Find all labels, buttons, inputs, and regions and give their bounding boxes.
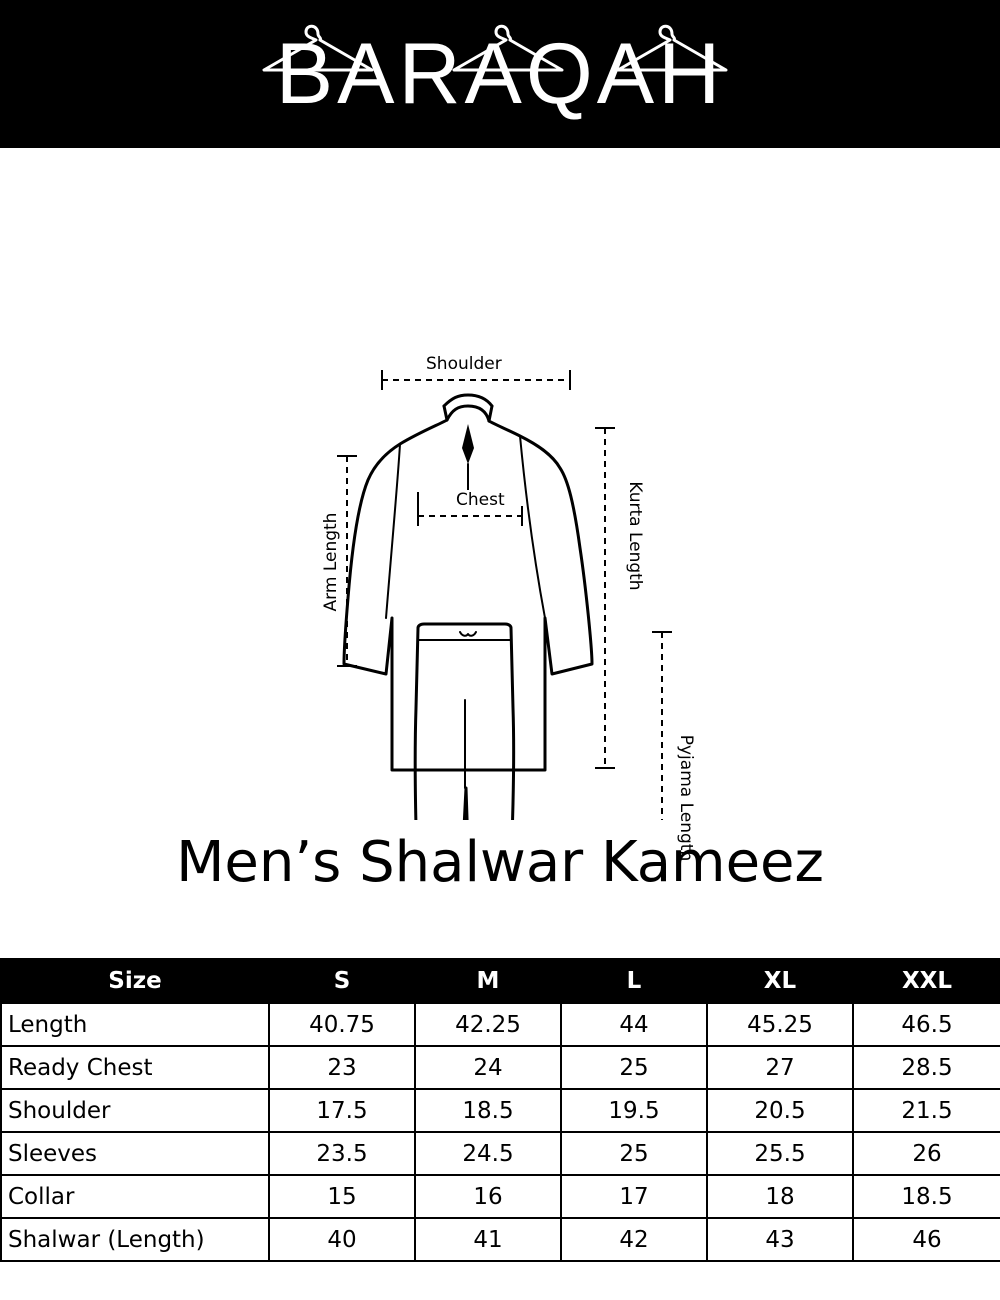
table-cell: 40.75 [269, 1003, 415, 1046]
table-row [1, 1175, 1000, 1218]
table-cell: 18 [707, 1175, 853, 1218]
row-label: Sleeves [1, 1132, 269, 1175]
table-header-cell: Size [1, 959, 269, 1003]
table-cell: 24 [415, 1046, 561, 1089]
label-arm-length: Arm Length [321, 512, 341, 612]
size-chart [0, 958, 1000, 1262]
table-cell: 27 [707, 1046, 853, 1089]
table-header-row [1, 959, 1000, 1003]
label-pyjama-length: Pyjama Length [676, 734, 696, 862]
row-label: Length [1, 1003, 269, 1046]
table-header-cell: M [415, 959, 561, 1003]
table-cell: 42 [561, 1218, 707, 1261]
table-cell: 19.5 [561, 1089, 707, 1132]
table-row [1, 1218, 1000, 1261]
row-label: Ready Chest [1, 1046, 269, 1089]
table-cell: 40 [269, 1218, 415, 1261]
size-table [0, 958, 1000, 1262]
table-cell: 17.5 [269, 1089, 415, 1132]
table-cell: 45.25 [707, 1003, 853, 1046]
brand-header [0, 0, 1000, 148]
table-cell: 18.5 [415, 1089, 561, 1132]
table-row [1, 1003, 1000, 1046]
label-shoulder: Shoulder [426, 354, 502, 374]
table-cell: 21.5 [853, 1089, 1000, 1132]
table-cell: 25 [561, 1132, 707, 1175]
label-chest: Chest [452, 490, 509, 510]
row-label: Shalwar (Length) [1, 1218, 269, 1261]
table-cell: 42.25 [415, 1003, 561, 1046]
table-cell: 26 [853, 1132, 1000, 1175]
row-label: Shoulder [1, 1089, 269, 1132]
table-row [1, 1132, 1000, 1175]
table-header-cell: S [269, 959, 415, 1003]
table-cell: 20.5 [707, 1089, 853, 1132]
table-cell: 41 [415, 1218, 561, 1261]
table-cell: 23 [269, 1046, 415, 1089]
row-label: Collar [1, 1175, 269, 1218]
garment-outline-svg [0, 148, 1000, 820]
table-cell: 15 [269, 1175, 415, 1218]
table-cell: 23.5 [269, 1132, 415, 1175]
page-title: Men’s Shalwar Kameez [176, 830, 824, 895]
table-header-cell: XL [707, 959, 853, 1003]
table-row [1, 1046, 1000, 1089]
table-row [1, 1089, 1000, 1132]
table-cell: 28.5 [853, 1046, 1000, 1089]
table-cell: 18.5 [853, 1175, 1000, 1218]
table-cell: 16 [415, 1175, 561, 1218]
measurement-diagram [0, 148, 1000, 862]
table-header-cell: L [561, 959, 707, 1003]
table-cell: 46 [853, 1218, 1000, 1261]
table-header-cell: XXL [853, 959, 1000, 1003]
table-cell: 46.5 [853, 1003, 1000, 1046]
table-cell: 17 [561, 1175, 707, 1218]
table-cell: 25.5 [707, 1132, 853, 1175]
table-cell: 24.5 [415, 1132, 561, 1175]
label-kurta-length: Kurta Length [625, 481, 645, 591]
table-cell: 43 [707, 1218, 853, 1261]
table-cell: 25 [561, 1046, 707, 1089]
table-cell: 44 [561, 1003, 707, 1046]
brand-wordmark: BARAQAH [275, 26, 725, 122]
